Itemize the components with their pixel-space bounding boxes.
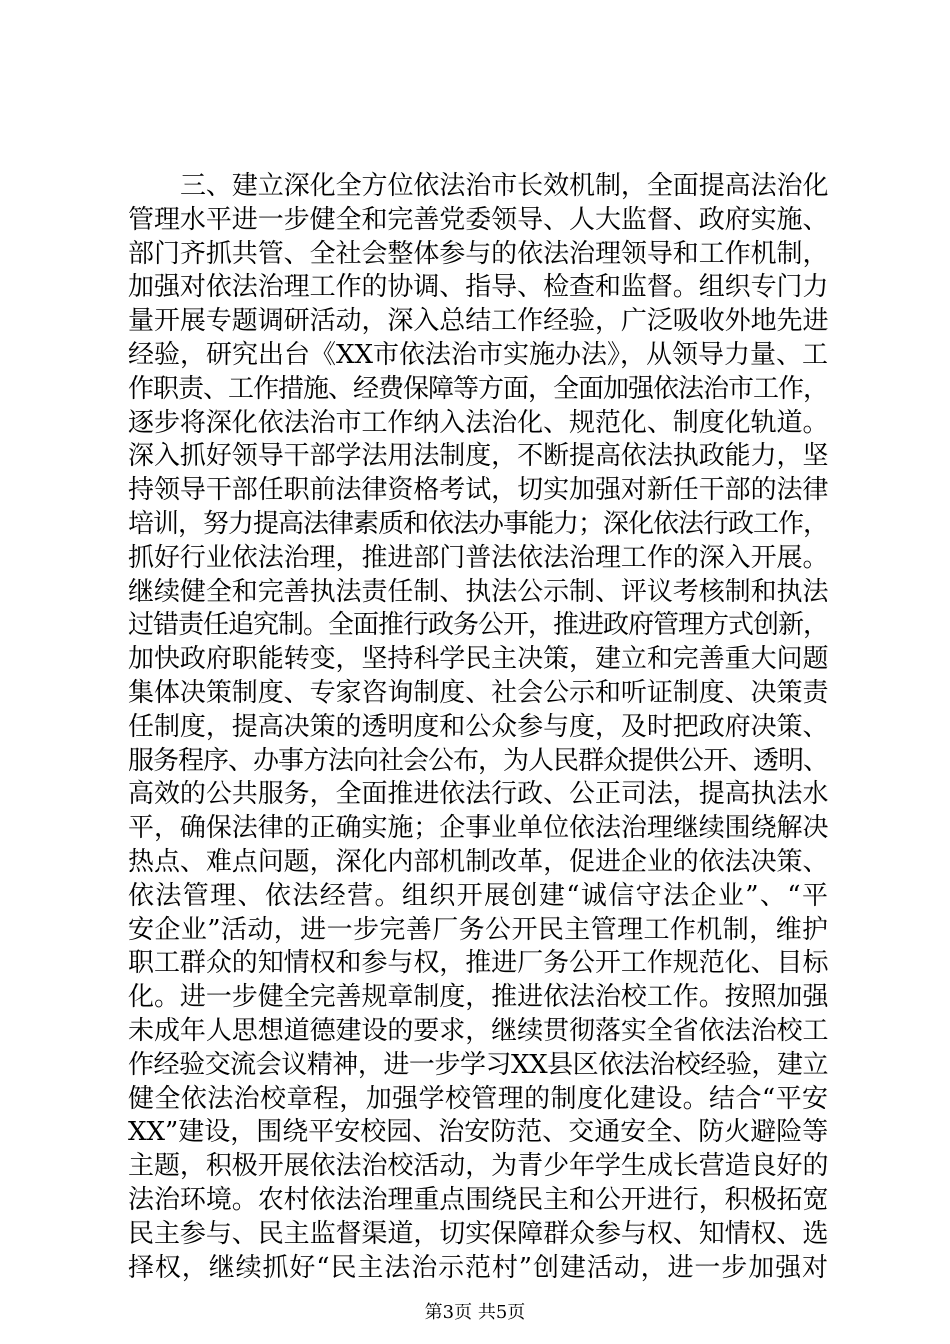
text-line: 化。进一步健全完善规章制度，推进依法治校工作。按照加强 [128,982,828,1013]
text-line: 未成年人思想道德建设的要求，继续贯彻落实全省依法治校工 [128,1015,828,1046]
text-line: 职工群众的知情权和参与权，推进厂务公开工作规范化、目标 [128,948,828,979]
text-line: 深入抓好领导干部学法用法制度，不断提高依法执政能力，坚 [128,441,828,472]
text-line: 热点、难点问题，深化内部机制改革，促进企业的依法决策、 [128,846,828,877]
body-paragraph [128,170,828,1285]
text-line: 逐步将深化依法治市工作纳入法治化、规范化、制度化轨道。 [128,407,828,438]
text-line: 主题，积极开展依法治校活动，为青少年学生成长营造良好的 [128,1151,828,1182]
page-number-footer: 第3页 共5页 [424,1302,526,1323]
text-line: 民主参与、民主监督渠道，切实保障群众参与权、知情权、选 [128,1218,828,1249]
text-line: 平，确保法律的正确实施；企事业单位依法治理继续围绕解决 [128,813,828,844]
text-line: 过错责任追究制。全面推行政务公开，推进政府管理方式创新， [128,610,829,641]
text-line: 三、建立深化全方位依法治市长效机制，全面提高法治化 [180,171,828,201]
text-line: XX”建设，围绕平安校园、治安防范、交通安全、防火避险等 [128,1117,829,1148]
text-line: 高效的公共服务，全面推进依法行政、公正司法，提高执法水 [128,779,828,810]
text-line: 集体决策制度、专家咨询制度、社会公示和听证制度、决策责 [128,677,828,708]
text-line: 抓好行业依法治理，推进部门普法依法治理工作的深入开展。 [128,542,828,573]
text-line: 任制度，提高决策的透明度和公众参与度，及时把政府决策、 [128,711,828,742]
text-line: 继续健全和完善执法责任制、执法公示制、评议考核制和执法 [128,576,828,607]
text-line: 作经验交流会议精神，进一步学习XX县区依法治校经验，建立 [128,1049,828,1080]
text-line: 择权，继续抓好“民主法治示范村”创建活动，进一步加强对 [128,1252,828,1283]
text-line: 部门齐抓共管、全社会整体参与的依法治理领导和工作机制， [128,238,828,269]
text-line: 量开展专题调研活动，深入总结工作经验，广泛吸收外地先进 [128,306,828,337]
text-line: 服务程序、办事方法向社会公布，为人民群众提供公开、透明、 [128,745,829,776]
text-line: 依法管理、依法经营。组织开展创建“诚信守法企业”、“平 [128,880,828,911]
text-line: 作职责、工作措施、经费保障等方面，全面加强依法治市工作， [128,373,829,404]
text-line: 健全依法治校章程，加强学校管理的制度化建设。结合“平安 [128,1083,828,1114]
text-line: 培训，努力提高法律素质和依法办事能力；深化依法行政工作， [128,508,829,539]
text-line: 管理水平进一步健全和完善党委领导、人大监督、政府实施、 [128,204,828,235]
text-line: 法治环境。农村依法治理重点围绕民主和公开进行，积极拓宽 [128,1184,828,1215]
text-line: 加强对依法治理工作的协调、指导、检查和监督。组织专门力 [128,272,828,303]
text-line: 持领导干部任职前法律资格考试，切实加强对新任干部的法律 [128,475,828,506]
text-line: 安企业”活动，进一步完善厂务公开民主管理工作机制，维护 [128,914,828,945]
text-line: 加快政府职能转变，坚持科学民主决策，建立和完善重大问题 [128,644,828,675]
text-line: 经验，研究出台《XX市依法治市实施办法》，从领导力量、工 [128,339,829,370]
